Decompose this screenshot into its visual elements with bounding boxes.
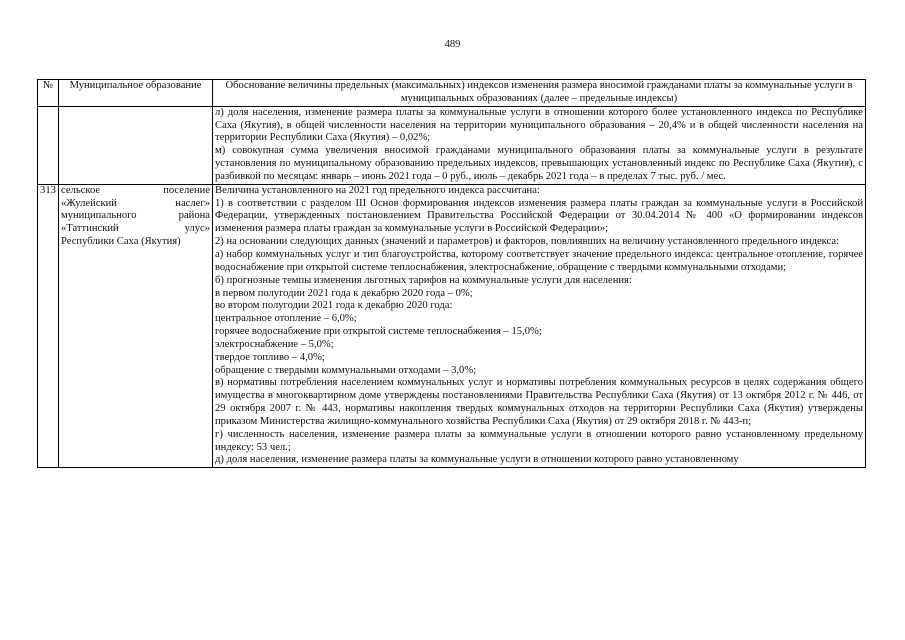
municipality-line xyxy=(61,223,210,236)
paragraph-a: а) набор коммунальных услуг и тип благоустройства, которому соответствует значение предельного индекса: центральное отопление, горячее водоснабжение при открытой системе теплоснабжения, электроснабжение, обращение с твердыми коммунальными отходами; xyxy=(215,248,863,273)
justification-cell-continued xyxy=(213,106,866,184)
table-row-continued xyxy=(38,106,866,184)
municipality-cell-empty xyxy=(59,106,213,184)
municipality-word: муниципального xyxy=(61,210,137,222)
paragraph-first-half: в первом полугодии 2021 года к декабрю 2020 года – 0%; xyxy=(215,287,473,299)
municipality-line xyxy=(61,185,210,198)
paragraph-1: 1) в соответствии с разделом III Основ формирования индексов изменения размера платы граждан за коммунальные услуги в Российской Федерации, утвержденных постановлением Правительства Российской Федерации от 30.04.2014 № 400 «О формировании индексов изменения размера платы граждан за коммунальные услуги в Российской Федерации»; xyxy=(215,197,863,235)
table-header xyxy=(38,80,866,107)
row-number: 313 xyxy=(38,184,59,468)
municipality-word: Республики Саха (Якутия) xyxy=(61,236,181,248)
number-cell-empty xyxy=(38,106,59,184)
header-number: № xyxy=(38,80,59,107)
paragraph-intro: Величина установленного на 2021 год предельного индекса рассчитана: xyxy=(215,184,540,196)
municipality-word: сельское xyxy=(61,184,101,196)
municipality-word: «Таттинский xyxy=(61,223,119,235)
indices-table xyxy=(37,79,866,468)
tariff-electricity: электроснабжение – 5,0%; xyxy=(215,338,334,350)
paragraph-v: в) нормативы потребления населением коммунальных услуг и нормативы потребления коммунальных ресурсов в целях содержания общего имущества в многоквартирном доме утверждены постановлениями Правительства Республики Саха (Якутия) от 13 октября 2012 г. № 446, от 29 октября 2007 г. № 443, нормативы накопления твердых коммунальных отходов на территории Республики Саха (Якутия) утверждены приказом Министерства жилищно-коммунального хозяйства Республики Саха (Якутия) от 29 октября 2018 г. № 443-п; xyxy=(215,377,863,427)
tariff-heating: центральное отопление – 6,0%; xyxy=(215,313,357,325)
municipality-word: поселение xyxy=(163,184,210,196)
municipality-word: «Жулейский xyxy=(61,197,117,209)
header-justification: Обоснование величины предельных (максимальных) индексов изменения размера вносимой гражданами платы за коммунальные услуги в муниципальных образованиях (далее – предельные индексы) xyxy=(213,80,866,107)
municipality-word: района xyxy=(178,210,210,222)
paragraph-2: 2) на основании следующих данных (значений и параметров) и факторов, повлиявших на величину установленного предельного индекса: xyxy=(215,236,840,248)
paragraph-m: м) совокупная сумма увеличения вносимой гражданами муниципального образования платы за коммунальные услуги в результате установления по муниципальному образованию предельных индексов, превышающих установленный индекс по Республике Саха (Якутия), с разбивкой по месяцам: январь – июнь 2021 года – 0 руб., июль – декабрь 2021 года – в пределах 7 тыс. руб. / мес. xyxy=(215,145,863,182)
municipality-word: наслег» xyxy=(175,197,210,209)
header-municipality: Муниципальное образование xyxy=(59,80,213,107)
municipality-line xyxy=(61,236,210,249)
page-number: 489 xyxy=(444,39,461,50)
tariff-hot-water: горячее водоснабжение при открытой системе теплоснабжения – 15,0%; xyxy=(215,326,542,338)
header-row xyxy=(38,80,866,107)
municipality-cell xyxy=(59,184,213,468)
justification-cell xyxy=(213,184,866,468)
municipality-line xyxy=(61,210,210,223)
tariff-solid-fuel: твердое топливо – 4,0%; xyxy=(215,351,325,363)
municipality-word: улус» xyxy=(184,223,210,235)
tariff-waste: обращение с твердыми коммунальными отходами – 3,0%; xyxy=(215,364,477,376)
municipality-line xyxy=(61,198,210,211)
paragraph-b: б) прогнозные темпы изменения льготных тарифов на коммунальные услуги для населения: xyxy=(215,274,632,286)
paragraph-second-half: во втором полугодии 2021 года к декабрю 2020 года: xyxy=(215,300,453,312)
paragraph-l: л) доля населения, изменение размера платы за коммунальные услуги в отношении которого более установленного индекса по Республике Саха (Якутия), в общей численности населения на территории муниципального образования – 20,4% и в общей численности населения на территории Республики Саха (Якутия) – 0,02%; xyxy=(215,106,863,144)
paragraph-g: г) численность населения, изменение размера платы за коммунальные услуги в отношении которого равно установленному предельному индексу: 53 чел.; xyxy=(215,428,863,453)
table-row-313 xyxy=(38,184,866,468)
paragraph-d: д) доля населения, изменение размера платы за коммунальные услуги в отношении которого равно установленному xyxy=(215,454,739,466)
